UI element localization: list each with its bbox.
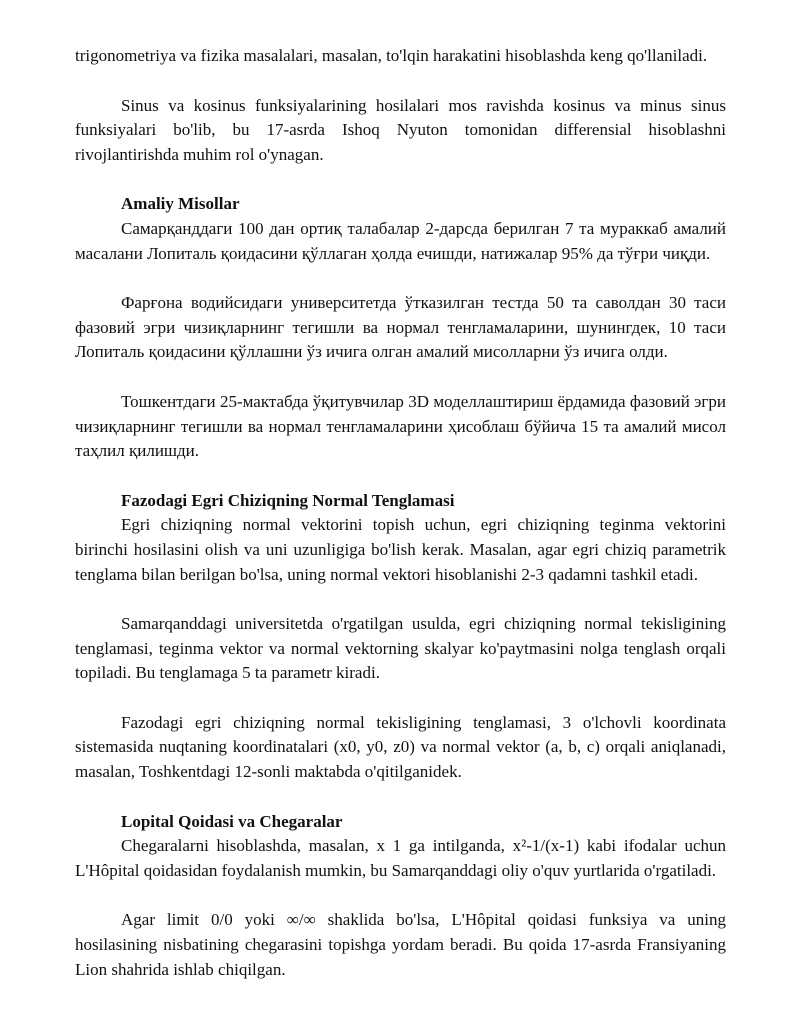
paragraph-amaliy-3: Тошкентдаги 25-мактабда ўқитувчилар 3D моделлаштириш ёрдамида фазовий эгри чизиқларнинг тегишли ва нормал тенгламаларини ҳисоблаш бўйича 15 та амалий мисол таҳлил қилишди. xyxy=(75,391,726,461)
paragraph-lopital-2: Agar limit 0/0 yoki ∞/∞ shaklida bo'lsa, L'Hôpital qoidasi funksiya va uning hosilasining nisbatining chegarasini topishga yordam beradi. Bu qoida 17-asrda Fransiyaning Lion shahrida ishlab chiqilgan. xyxy=(75,910,726,979)
paragraph-fazodagi-1: Egri chiziqning normal vektorini topish uchun, egri chiziqning teginma vektorini birinchi hosilasini olish va uni uzunligiga bo'lish kerak. Masalan, agar egri chiziq parametrik tenglama bilan berilgan bo'lsa, uning normal vektori hisoblanishi 2-3 qadamni tashkil etadi. xyxy=(75,515,726,584)
paragraph-amaliy-1: Самарқанддаги 100 дан ортиқ талабалар 2-дарсда берилган 7 та мураккаб амалий масалани Лопиталь қоидасини қўллаган ҳолда ечишди, натижалар 95% да тўғри чиқди. xyxy=(75,218,726,263)
heading-lopital-qoidasi: Lopital Qoidasi va Chegaralar xyxy=(121,811,343,831)
document-page xyxy=(75,44,726,982)
paragraph-intro-continuation: trigonometriya va fizika masalalari, masalan, to'lqin harakatini hisoblashda keng qo'llaniladi. xyxy=(75,46,708,65)
paragraph-fazodagi-3: Fazodagi egri chiziqning normal tekisligining tenglamasi, 3 o'lchovli koordinata sistemasida nuqtaning koordinatalari (x0, y0, z0) va normal vektor (a, b, c) orqali aniqlanadi, masalan, Toshkentdagi 12-sonli maktabda o'qitilganidek. xyxy=(75,712,726,782)
heading-fazodagi-egri-chiziq: Fazodagi Egri Chiziqning Normal Tenglamasi xyxy=(121,490,455,510)
paragraph-sinus-kosinus: Sinus va kosinus funksiyalarining hosilalari mos ravishda kosinus va minus sinus funksiyalari bo'lib, bu 17-asrda Ishoq Nyuton tomonidan differensial hisoblashni rivojlantirishda muhim rol o'ynagan. xyxy=(75,95,726,164)
paragraph-amaliy-2: Фарғона водийсидаги университетда ўтказилган тестда 50 та саволдан 30 таси фазовий эгри чизиқларнинг тегишли ва нормал тенгламаларини, шунингдек, 10 таси Лопиталь қоидасини қўллашни ўз ичига олган амалий мисолларни ўз ичига олди. xyxy=(75,293,726,362)
paragraph-lopital-1: Chegaralarni hisoblashda, masalan, x 1 ga intilganda, x²-1/(x-1) kabi ifodalar uchun L'Hôpital qoidasidan foydalanish mumkin, bu Samarqanddagi oliy o'quv yurtlarida o'rgatiladi. xyxy=(75,836,726,880)
heading-amaliy-misollar: Amaliy Misollar xyxy=(121,194,240,214)
paragraph-fazodagi-2: Samarqanddagi universitetda o'rgatilgan usulda, egri chiziqning normal tekisligining tenglamasi, teginma vektor va normal vektorning skalyar ko'paytmasini nolga tenglash orqali topiladi. Bu tenglamaga 5 ta parametr kiradi. xyxy=(75,614,726,683)
